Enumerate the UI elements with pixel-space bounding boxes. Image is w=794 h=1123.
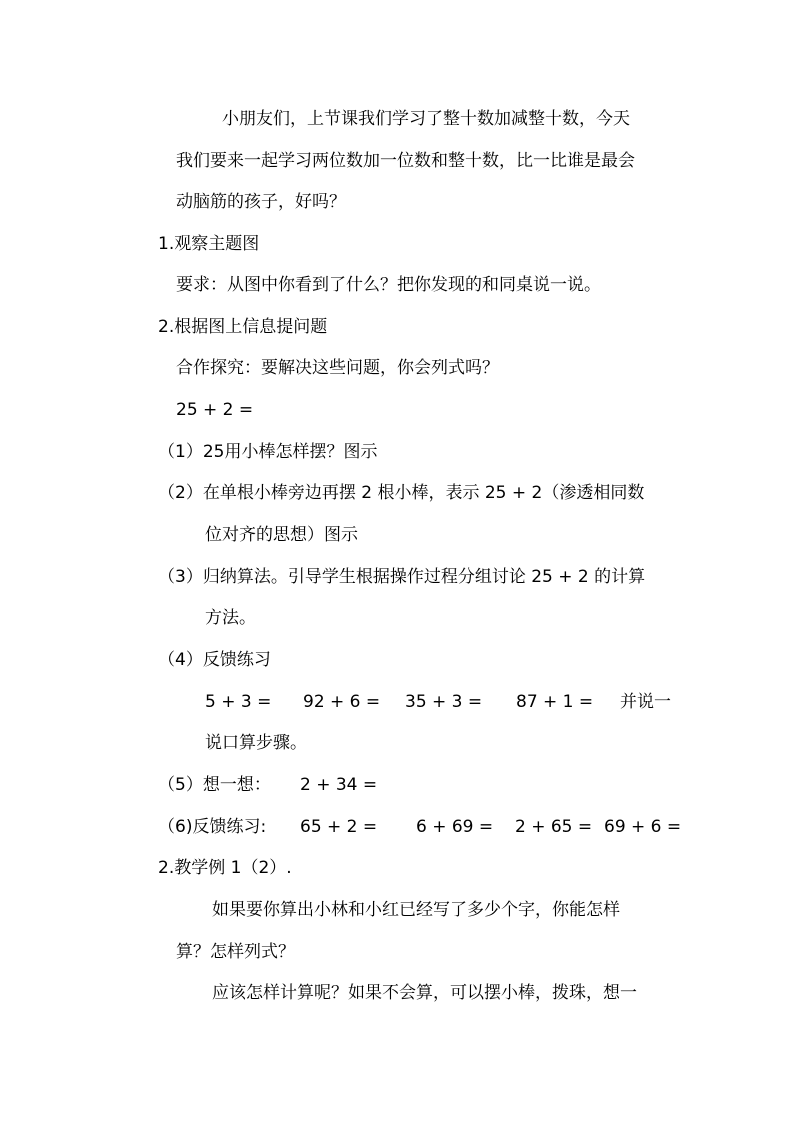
step-2-line-1: （2）在单根小棒旁边再摆 2 根小棒，表示 25 + 2（渗透相同数 xyxy=(158,483,645,503)
step-5-equation: 2 + 34 = xyxy=(300,775,378,795)
step-5-label: （5）想一想： xyxy=(158,775,271,795)
section-3-heading: 2.教学例 1（2）. xyxy=(158,858,292,878)
intro-line-1: 小朋友们，上节课我们学习了整十数加减整十数，今天 xyxy=(222,109,630,129)
section-3-para-2-line-1: 应该怎样计算呢？如果不会算，可以摆小棒，拨珠，想一 xyxy=(212,983,637,1003)
step-2-line-2: 位对齐的思想）图示 xyxy=(205,525,358,545)
step-3-line-1: （3）归纳算法。引导学生根据操作过程分组讨论 25 + 2 的计算 xyxy=(158,567,646,587)
step-6-exercise: 2 + 65 = xyxy=(515,817,593,837)
section-3-para-1-line-1: 如果要你算出小林和小红已经写了多少个字，你能怎样 xyxy=(212,900,620,920)
intro-line-3: 动脑筋的孩子，好吗？ xyxy=(176,192,346,212)
step-4-exercise: 92 + 6 = xyxy=(303,692,381,712)
section-2-heading: 2.根据图上信息提问题 xyxy=(158,317,328,337)
section-1-heading: 1.观察主题图 xyxy=(158,234,260,254)
step-6-exercise: 69 + 6 = xyxy=(604,817,682,837)
section-2-equation: 25 + 2 = xyxy=(176,400,254,420)
section-3-para-1-line-2: 算？怎样列式？ xyxy=(176,942,295,962)
section-2-cooperate: 合作探究：要解决这些问题，你会列式吗？ xyxy=(176,358,499,378)
step-4-note: 并说一 xyxy=(620,692,671,712)
section-1-requirement: 要求：从图中你看到了什么？把你发现的和同桌说一说。 xyxy=(176,275,601,295)
step-6-exercise: 65 + 2 = xyxy=(300,817,378,837)
step-1: （1）25用小棒怎样摆？图示 xyxy=(158,442,378,462)
step-4-tail: 说口算步骤。 xyxy=(205,733,307,753)
step-6-label: （6)反馈练习: xyxy=(158,817,267,837)
intro-line-2: 我们要来一起学习两位数加一位数和整十数，比一比谁是最会 xyxy=(176,151,635,171)
step-3-line-2: 方法。 xyxy=(205,608,256,628)
step-4-exercise: 87 + 1 = xyxy=(516,692,594,712)
step-6-exercise: 6 + 69 = xyxy=(416,817,494,837)
step-4-exercise: 5 + 3 = xyxy=(205,692,272,712)
step-4-heading: （4）反馈练习 xyxy=(158,650,271,670)
step-4-exercise: 35 + 3 = xyxy=(405,692,483,712)
